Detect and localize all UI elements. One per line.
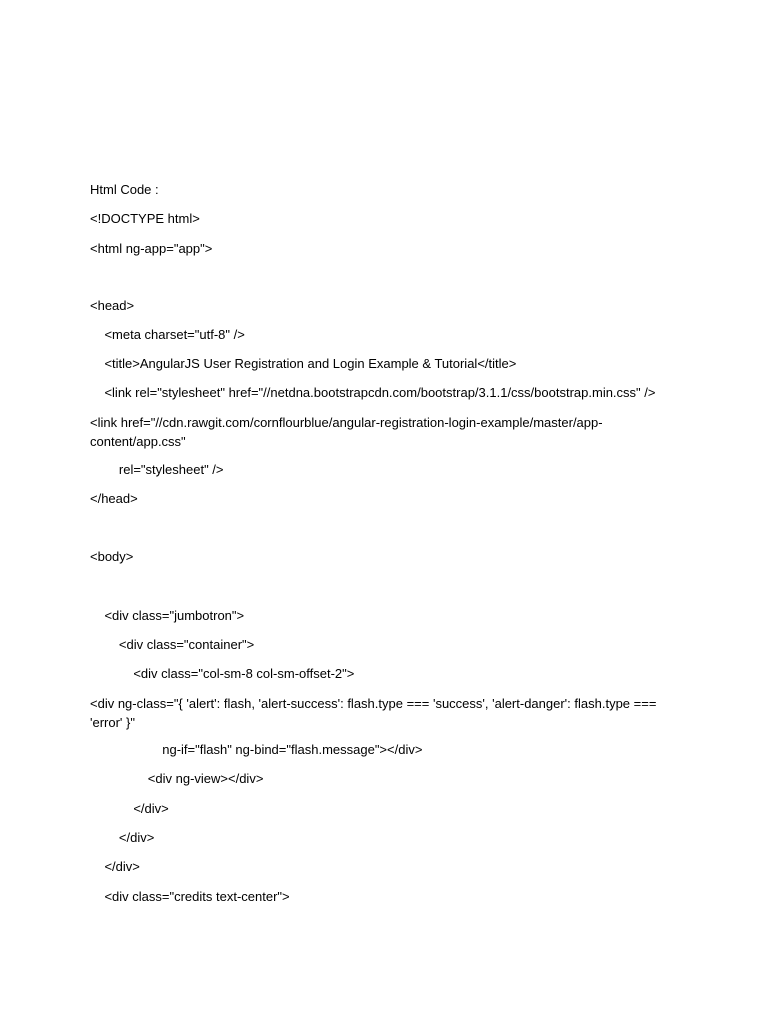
code-line-credits: <div class="credits text-center"> <box>90 889 290 904</box>
code-line-link-app-css: <link href="//cdn.rawgit.com/cornflourblue/angular-registration-login-example/master/app-content/app.css" <box>90 415 603 449</box>
code-line-div-close-2: </div> <box>90 830 155 845</box>
code-line-heading: Html Code : <box>90 182 159 197</box>
code-line-ng-if: ng-if="flash" ng-bind="flash.message"></div> <box>90 742 423 757</box>
code-line-jumbotron: <div class="jumbotron"> <box>90 608 245 623</box>
code-line-body-open: <body> <box>90 549 134 564</box>
code-line-col: <div class="col-sm-8 col-sm-offset-2"> <box>90 666 355 681</box>
code-line-rel-stylesheet: rel="stylesheet" /> <box>90 462 224 477</box>
code-line-ng-class: <div ng-class="{ 'alert': flash, 'alert-success': flash.type === 'success', 'alert-danger': flash.type === 'error' }" <box>90 696 657 730</box>
code-line-title: <title>AngularJS User Registration and Login Example & Tutorial</title> <box>90 356 517 371</box>
code-line-head-open: <head> <box>90 298 135 313</box>
code-line-ng-view: <div ng-view></div> <box>90 771 264 786</box>
code-line-html-open: <html ng-app="app"> <box>90 241 213 256</box>
code-line-doctype: <!DOCTYPE html> <box>90 211 200 226</box>
code-line-container: <div class="container"> <box>90 637 255 652</box>
code-line-meta: <meta charset="utf-8" /> <box>90 327 245 342</box>
code-line-link-bootstrap: <link rel="stylesheet" href="//netdna.bootstrapcdn.com/bootstrap/3.1.1/css/bootstrap.min.css" /> <box>90 385 656 400</box>
code-line-div-close-1: </div> <box>90 801 169 816</box>
code-line-div-close-3: </div> <box>90 859 140 874</box>
code-line-head-close: </head> <box>90 491 138 506</box>
